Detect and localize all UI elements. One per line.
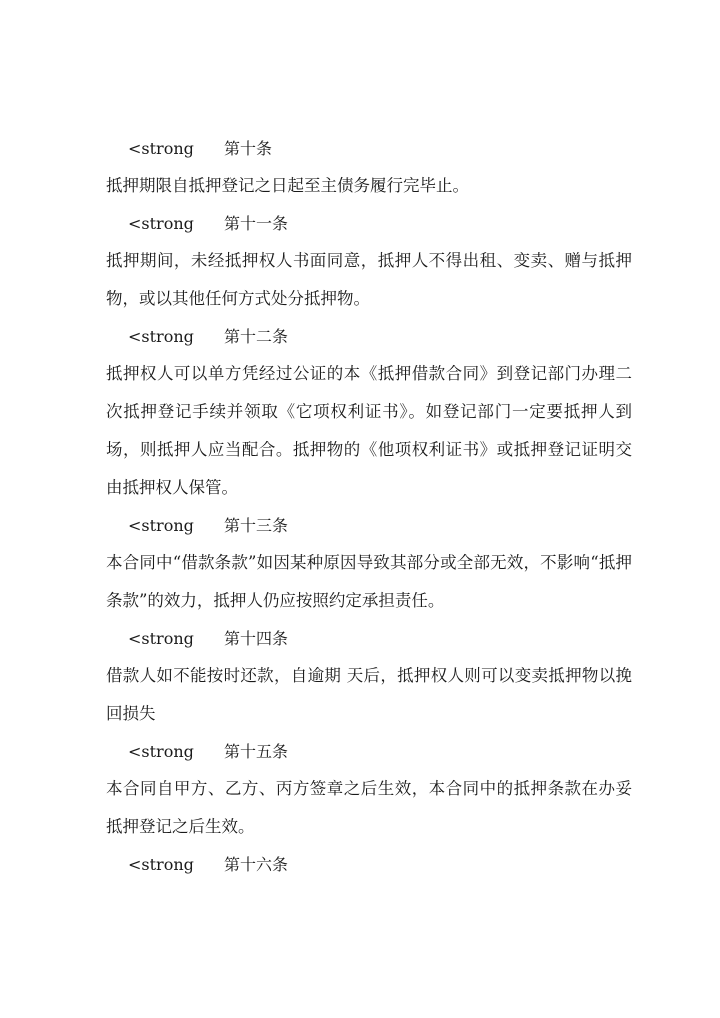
article-text: 抵押权人可以单方凭经过公证的本《抵押借款合同》到登记部门办理二次抵押登记手续并领取《它项权利证书》。如登记部门一定要抵押人到场，则抵押人应当配合。抵押物的《他项权利证书》或抵押登记证明交由抵押权人保管。 bbox=[106, 364, 632, 497]
article-heading bbox=[90, 620, 632, 657]
article-tag: <strong bbox=[128, 629, 194, 648]
article-tag: <strong bbox=[128, 327, 194, 346]
article-heading bbox=[90, 507, 632, 544]
article-title: 第十条 bbox=[224, 139, 273, 158]
article-title: 第十二条 bbox=[224, 327, 289, 346]
article-heading bbox=[90, 318, 632, 355]
article-text: 抵押期限自抵押登记之日起至主债务履行完毕止。 bbox=[106, 176, 469, 195]
article-title: 第十五条 bbox=[224, 742, 289, 761]
article-title: 第十一条 bbox=[224, 214, 289, 233]
article-heading bbox=[90, 733, 632, 770]
article-text: 本合同自甲方、乙方、丙方签章之后生效，本合同中的抵押条款在办妥抵押登记之后生效。 bbox=[106, 779, 632, 836]
article-title: 第十六条 bbox=[224, 855, 289, 874]
article-title: 第十四条 bbox=[224, 629, 289, 648]
article-tag: <strong bbox=[128, 214, 194, 233]
article-text: 借款人如不能按时还款，自逾期 天后，抵押权人则可以变卖抵押物以挽回损失 bbox=[106, 666, 632, 723]
article-text: 本合同中“借款条款”如因某种原因导致其部分或全部无效，不影响“抵押条款”的效力，抵押人仍应按照约定承担责任。 bbox=[106, 553, 632, 610]
article-tag: <strong bbox=[128, 516, 194, 535]
article-tag: <strong bbox=[128, 139, 194, 158]
article-tag: <strong bbox=[128, 855, 194, 874]
document-body bbox=[90, 130, 632, 883]
article-heading bbox=[90, 846, 632, 883]
article-heading bbox=[90, 205, 632, 242]
article-text: 抵押期间，未经抵押权人书面同意，抵押人不得出租、变卖、赠与抵押物，或以其他任何方式处分抵押物。 bbox=[106, 251, 632, 308]
article-tag: <strong bbox=[128, 742, 194, 761]
article-heading bbox=[90, 130, 632, 167]
article-title: 第十三条 bbox=[224, 516, 289, 535]
